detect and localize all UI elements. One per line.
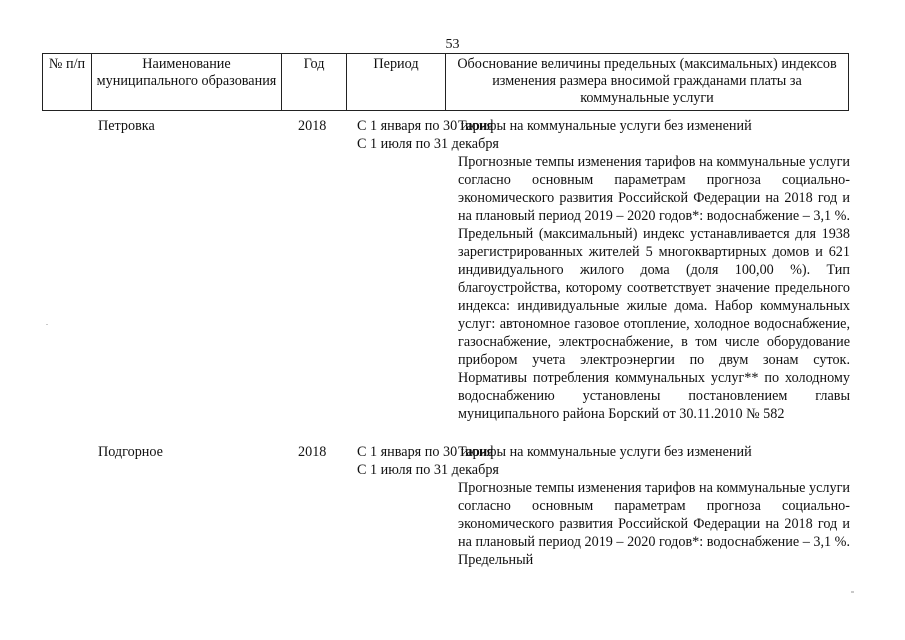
row-municipality: Петровка: [98, 118, 155, 134]
period-second-half: С 1 июля по 31 декабря: [357, 136, 499, 152]
period-second-half: С 1 июля по 31 декабря: [357, 462, 499, 478]
row-year: 2018: [298, 118, 327, 134]
header-municipality: Наименование муниципального образования: [92, 54, 282, 111]
basis-tariffs-unchanged: Тарифы на коммунальные услуги без изменений: [458, 444, 752, 460]
scan-mark: [851, 591, 854, 593]
basis-forecast-text: Прогнозные темпы изменения тарифов на коммунальные услуги согласно основным параметрам прогноза социально-экономического развития Российской Федерации на 2018 год и на плановый период 2019 – 2020 годов*: водоснабжение – 3,1 %. Предельный (максимальный) индекс устанавливается для 1938 зарегистрированных жителей 5 многоквартирных домов и 621 индивидуального жилого дома (доля 100,00 %). Тип благоустройства, которому соответствует значение предельного индекса: индивидуальные жилые дома. Набор коммунальных услуг: автономное газовое отопление, холодное водоснабжение, газоснабжение, электроснабжение, в том числе оборудование прибором учета электроэнергии по двум зонам суток. Нормативы потребления коммунальных услуг** по холодному водоснабжению установлены постановлением главы муниципального района Борский от 30.11.2010 № 582: [458, 154, 850, 422]
header-period: Период: [347, 54, 446, 111]
row-year: 2018: [298, 444, 327, 460]
header-num: № п/п: [43, 54, 92, 111]
row-period: [357, 117, 499, 153]
basis-forecast-text: Прогнозные темпы изменения тарифов на коммунальные услуги согласно основным параметрам прогноза социально-экономического развития Российской Федерации на 2018 год и на плановый период 2019 – 2020 годов*: водоснабжение – 3,1 %. Предельный: [458, 480, 850, 568]
period-first-half: С 1 января по 30 июня: [357, 118, 494, 134]
row-municipality: Подгорное: [98, 444, 163, 460]
page-number: 53: [445, 37, 460, 52]
scan-mark: [46, 324, 48, 325]
row-basis: [458, 443, 850, 569]
table-header: [42, 53, 849, 111]
period-first-half: С 1 января по 30 июня: [357, 444, 494, 460]
row-basis: [458, 117, 850, 423]
header-basis: Обоснование величины предельных (максимальных) индексов изменения размера вносимой гражданами платы за коммунальные услуги: [446, 54, 849, 111]
header-year: Год: [282, 54, 347, 111]
basis-tariffs-unchanged: Тарифы на коммунальные услуги без изменений: [458, 118, 752, 134]
row-period: [357, 443, 499, 479]
